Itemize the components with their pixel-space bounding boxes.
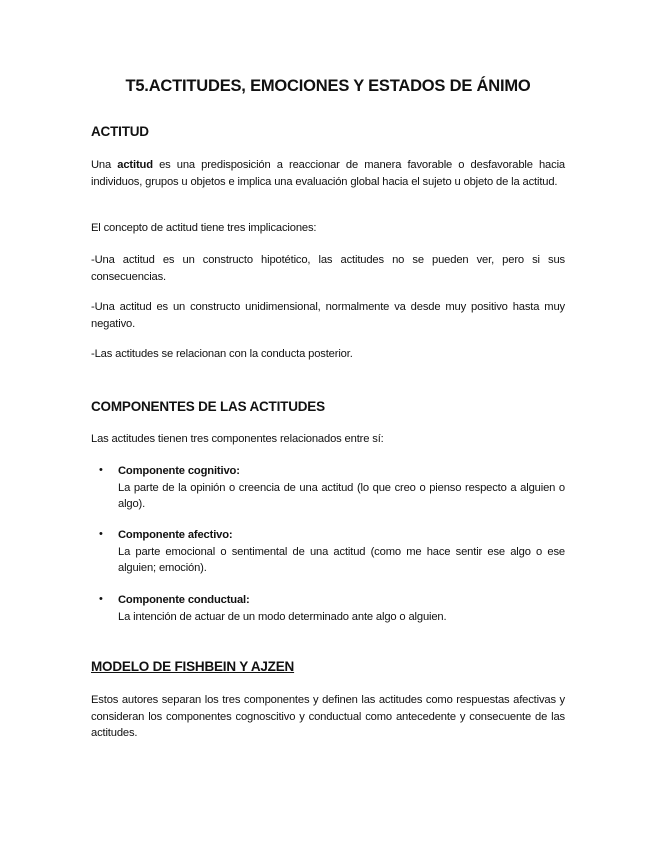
bullet-icon: • [99,464,103,476]
heading-componentes: COMPONENTES DE LAS ACTITUDES [91,399,325,414]
list-item-label: Componente afectivo: [118,529,233,541]
list-item-text: La parte emocional o sentimental de una actitud (como me hace sentir ese algo o ese alguien; emoción). [118,545,565,574]
definition-term: actitud [117,159,153,171]
list-item-text: La intención de actuar de un modo determinado ante algo o alguien. [118,610,447,623]
paragraph-implication-2: -Una actitud es un constructo unidimensional, normalmente va desde muy positivo hasta muy negativo. [91,301,565,330]
paragraph-modelo: Estos autores separan los tres componentes y definen las actitudes como respuestas afectivas y consideran los componentes cognoscitivo y conductual como antecedente y consecuente de las actitudes. [91,694,565,739]
list-item-cognitivo [118,463,565,513]
definition-prefix: Una [91,159,118,171]
list-item-text: La parte de la opinión o creencia de una actitud (lo que creo o pienso respecto a alguien o algo). [118,481,565,510]
list-item-label: Componente conductual: [118,594,250,606]
bullet-icon: • [99,593,103,605]
paragraph-implications-intro: El concepto de actitud tiene tres implicaciones: [91,222,317,234]
list-item-conductual [118,592,565,625]
heading-modelo: MODELO DE FISHBEIN Y AJZEN [91,659,295,674]
bullet-icon: • [99,528,103,540]
paragraph-componentes-intro: Las actitudes tienen tres componentes relacionados entre sí: [91,433,384,445]
list-item-afectivo [118,527,565,577]
heading-actitud: ACTITUD [91,124,149,139]
list-item-label: Componente cognitivo: [118,465,240,477]
paragraph-implication-1: -Una actitud es un constructo hipotético, las actitudes no se pueden ver, pero si sus consecuencias. [91,254,565,283]
paragraph-implication-3: -Las actitudes se relacionan con la conducta posterior. [91,348,353,360]
paragraph-actitud-definition [91,157,565,190]
definition-body: es una predisposición a reaccionar de manera favorable o desfavorable hacia individuos, grupos u objetos e implica una evaluación global hacia el sujeto u objeto de la actitud. [91,159,565,188]
document-title: T5.ACTITUDES, EMOCIONES Y ESTADOS DE ÁNIMO [125,77,531,95]
